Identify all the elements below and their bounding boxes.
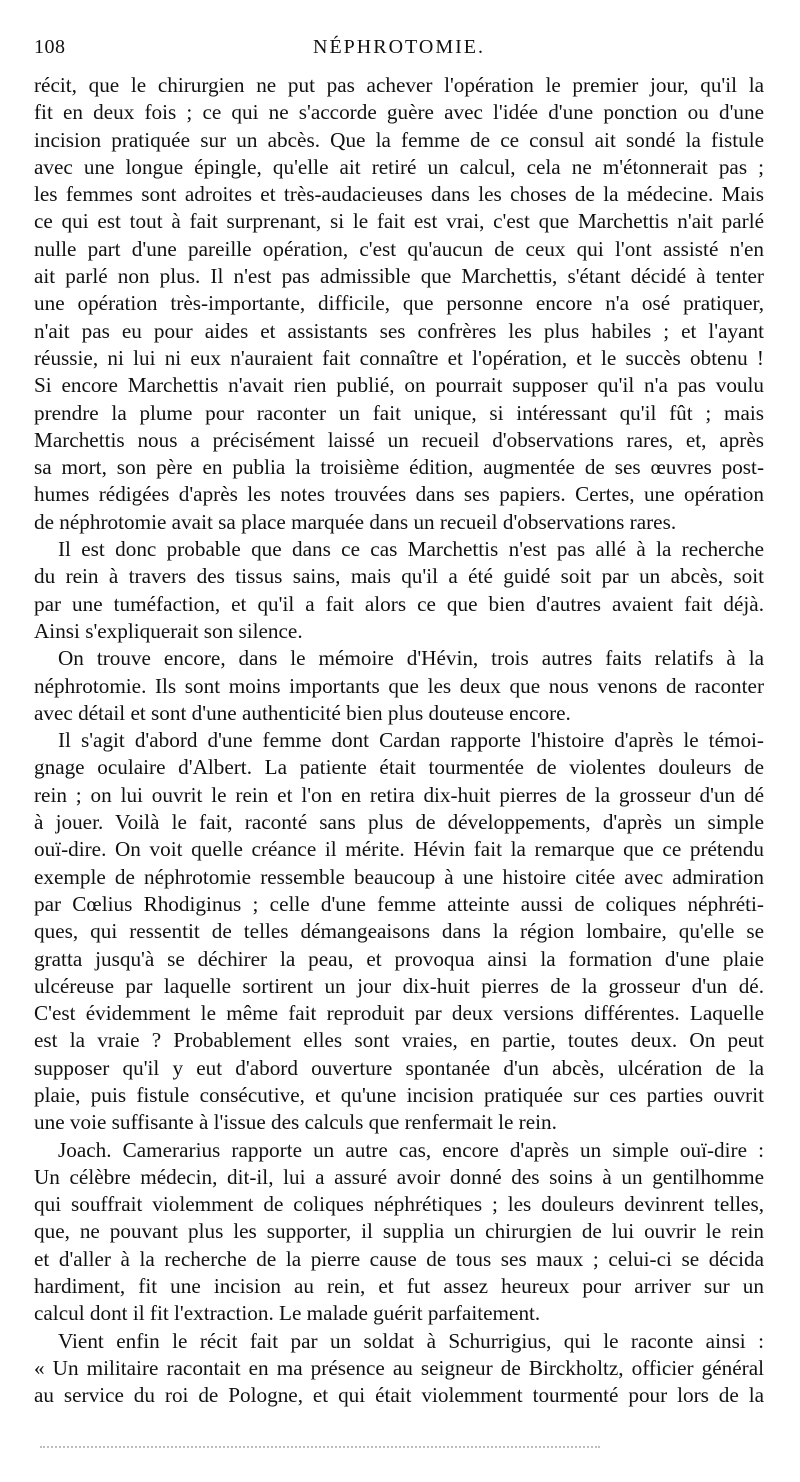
text-line: hardiment, fit une incision au rein, et fut assez heureux pour arriver sur un [34, 1274, 764, 1299]
text-line: avec une longue épingle, qu'elle ait retiré un calcul, cela ne m'étonnerait pas ; [34, 154, 764, 179]
text-line: fit en deux fois ; ce qui ne s'accorde guère avec l'idée d'une ponction ou d'une [34, 100, 764, 125]
text-line: par Cœlius Rhodiginus ; celle d'une femme atteinte aussi de coliques néphréti- [34, 891, 764, 916]
text-line: C'est évidemment le même fait reproduit par deux versions différentes. Laquelle [34, 1001, 764, 1026]
text-line: gratta jusqu'à se déchirer la peau, et provoqua ainsi la formation d'une plaie [34, 946, 764, 971]
text-line: supposer qu'il y eut d'abord ouverture spontanée d'un abcès, ulcération de la [34, 1055, 764, 1080]
bleed-through-trace [40, 1446, 600, 1450]
text-line: au service du roi de Pologne, et qui était violemment tourmenté pour lors de la [34, 1383, 764, 1408]
text-line: Il s'agit d'abord d'une femme dont Cardan rapporte l'histoire d'après le témoi- [58, 728, 764, 753]
text-line: Ainsi s'expliquerait son silence. [34, 618, 303, 643]
text-line: avec détail et sont d'une authenticité bien plus douteuse encore. [34, 700, 571, 725]
text-line: Il est donc probable que dans ce cas Marchettis n'est pas allé à la recherche [58, 537, 764, 562]
text-line: nulle part d'une pareille opération, c'est qu'aucun de ceux qui l'ont assisté n'en [34, 236, 764, 261]
text-line: par une tuméfaction, et qu'il a fait alors ce que bien d'autres avaient fait déjà. [34, 591, 764, 616]
body-text [34, 72, 764, 1410]
text-line: néphrotomie. Ils sont moins importants que les deux que nous venons de raconter [34, 673, 764, 698]
text-line: ce qui est tout à fait surprenant, si le fait est vrai, c'est que Marchettis n'ait parlé [34, 209, 764, 234]
text-line: exemple de néphrotomie ressemble beaucoup à une histoire citée avec admiration [34, 864, 764, 889]
text-line: incision pratiquée sur un abcès. Que la femme de ce consul ait sondé la fistule [34, 127, 764, 152]
text-line: Si encore Marchettis n'avait rien publié, on pourrait supposer qu'il n'a pas voulu [34, 373, 764, 398]
text-line: à jouer. Voilà le fait, raconté sans plus de développements, d'après un simple [34, 810, 764, 835]
text-line: rein ; on lui ouvrit le rein et l'on en retira dix-huit pierres de la grosseur d'un dé [34, 782, 764, 807]
page-number: 108 [34, 36, 66, 58]
text-line: et d'aller à la recherche de la pierre cause de tous ses maux ; celui-ci se décida [34, 1246, 764, 1271]
text-line: une opération très-importante, difficile, que personne encore n'a osé pratiquer, [34, 291, 764, 316]
text-line: ait parlé non plus. Il n'est pas admissible que Marchettis, s'étant décidé à tenter [34, 264, 764, 289]
text-line: ulcéreuse par laquelle sortirent un jour dix-huit pierres de la grosseur d'un dé. [34, 973, 764, 998]
running-title: NÉPHROTOMIE. [313, 36, 485, 58]
text-line: humes rédigées d'après les notes trouvées dans ses papiers. Certes, une opération [34, 482, 764, 507]
text-line: plaie, puis fistule consécutive, et qu'une incision pratiquée sur ces parties ouvrit [34, 1082, 764, 1107]
text-line: récit, que le chirurgien ne put pas achever l'opération le premier jour, qu'il la [34, 73, 764, 97]
page-header [34, 36, 764, 66]
text-line: calcul dont il fit l'extraction. Le malade guérit parfaitement. [34, 1301, 541, 1326]
text-line: ques, qui ressentit de telles démangeaisons dans la région lombaire, qu'elle se [34, 919, 764, 944]
text-line: ouï-dire. On voit quelle créance il mérite. Hévin fait la remarque que ce prétendu [34, 837, 764, 862]
text-line: réussie, ni lui ni eux n'auraient fait connaître et l'opération, et le succès obtenu ! [34, 345, 764, 370]
text-line: du rein à travers des tissus sains, mais qu'il a été guidé soit par un abcès, soit [34, 564, 764, 589]
text-line: qui souffrait violemment de coliques néphrétiques ; les douleurs devinrent telles, [34, 1192, 764, 1217]
text-line: prendre la plume pour raconter un fait unique, si intéressant qu'il fût ; mais [34, 400, 764, 425]
text-line: gnage oculaire d'Albert. La patiente était tourmentée de violentes douleurs de [34, 755, 764, 780]
text-line: Marchettis nous a précisément laissé un recueil d'observations rares, et, après [34, 427, 764, 452]
text-line: n'ait pas eu pour aides et assistants ses confrères les plus habiles ; et l'ayant [34, 318, 764, 343]
text-line: sa mort, son père en publia la troisième édition, augmentée de ses œuvres post- [34, 455, 764, 480]
text-line: une voie suffisante à l'issue des calculs que renfermait le rein. [34, 1110, 557, 1135]
text-line: On trouve encore, dans le mémoire d'Hévin, trois autres faits relatifs à la [58, 646, 764, 671]
text-line: de néphrotomie avait sa place marquée dans un recueil d'observations rares. [34, 509, 677, 534]
text-line: est la vraie ? Probablement elles sont vraies, en partie, toutes deux. On peut [34, 1028, 764, 1053]
text-line: les femmes sont adroites et très-audacieuses dans les choses de la médecine. Mais [34, 182, 764, 207]
text-line: « Un militaire racontait en ma présence au seigneur de Birckholtz, officier général [34, 1355, 764, 1380]
text-line: Vient enfin le récit fait par un soldat à Schurrigius, qui le raconte ainsi : [58, 1328, 764, 1353]
text-line: Un célèbre médecin, dit-il, lui a assuré avoir donné des soins à un gentilhomme [34, 1164, 764, 1189]
text-line: Joach. Camerarius rapporte un autre cas, encore d'après un simple ouï-dire : [58, 1137, 764, 1162]
text-line: que, ne pouvant plus les supporter, il supplia un chirurgien de lui ouvrir le rein [34, 1219, 764, 1244]
